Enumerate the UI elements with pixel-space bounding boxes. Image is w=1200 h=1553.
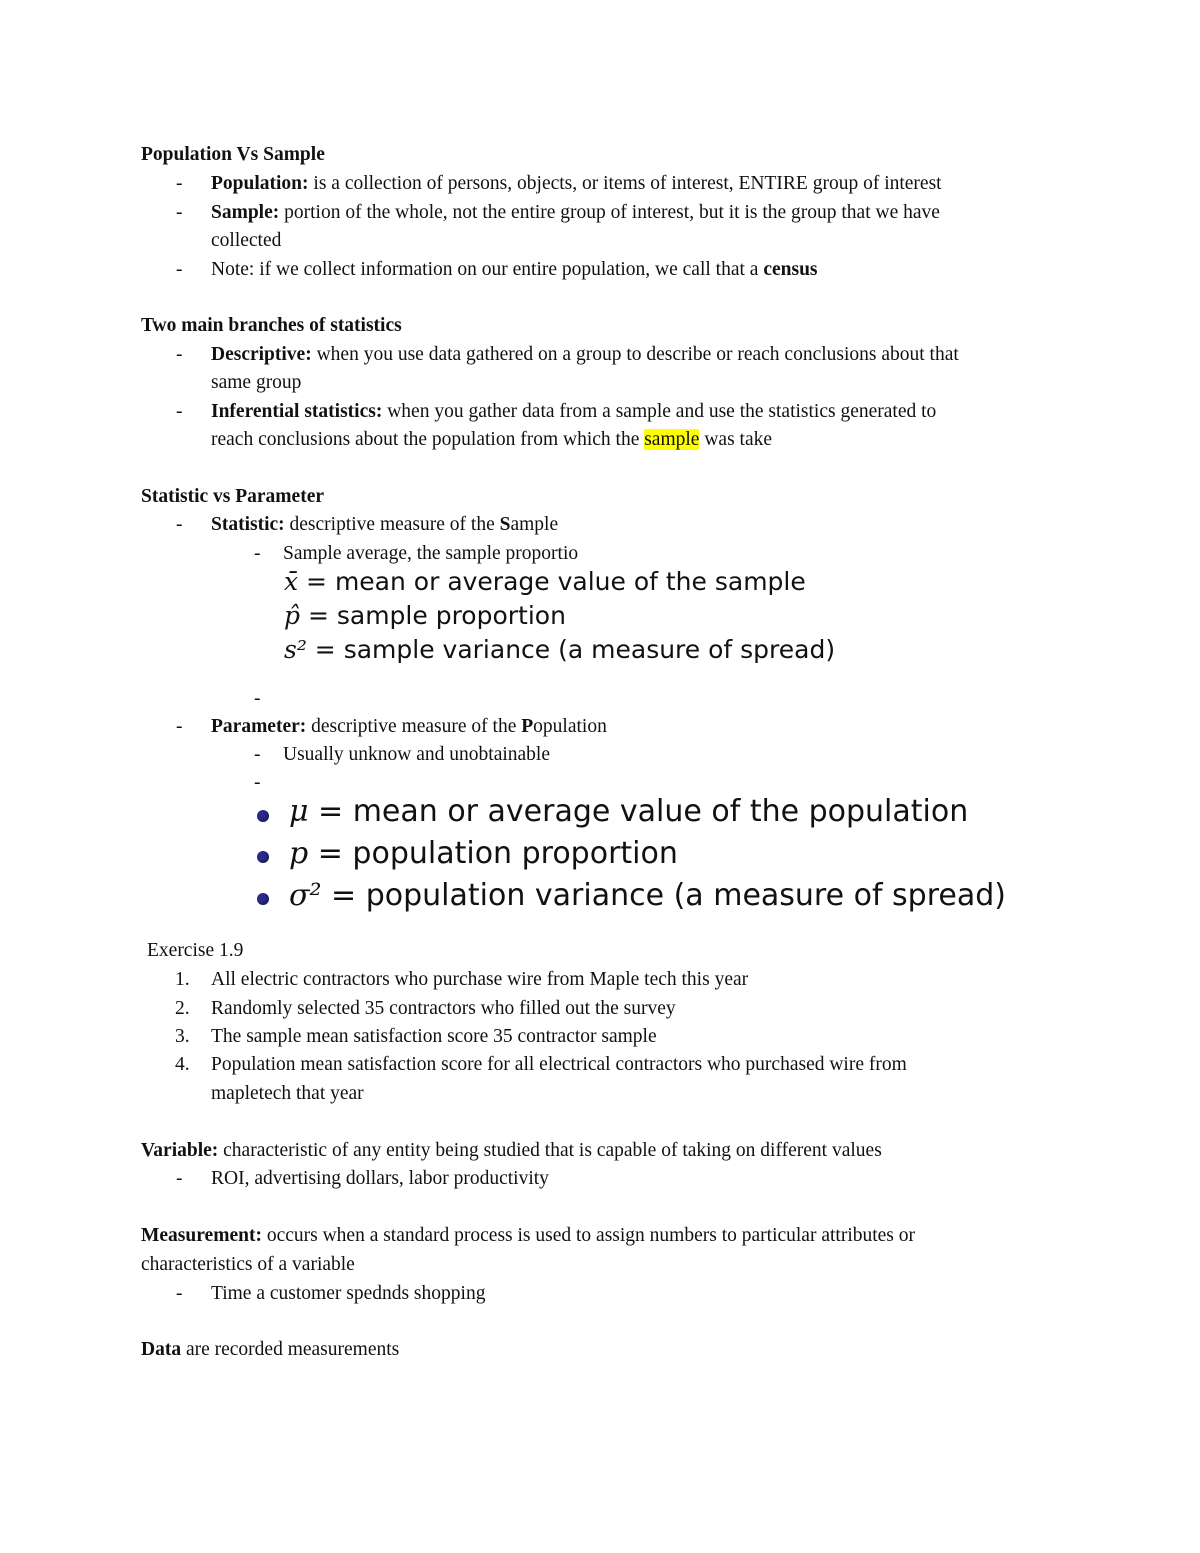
measurement-text-continued: characteristics of a variable bbox=[141, 1254, 355, 1275]
statistic-definition bbox=[211, 515, 558, 535]
bullet-dash: - bbox=[176, 259, 183, 280]
variable-term: Variable: bbox=[141, 1140, 219, 1161]
sample-text-continued: collected bbox=[211, 230, 282, 251]
variable-definition bbox=[141, 1141, 882, 1161]
statistic-letter: S bbox=[499, 514, 511, 535]
sub-bullet-dash: - bbox=[254, 688, 261, 709]
formula-text: = mean or average value of the population bbox=[308, 794, 969, 829]
sample-text: portion of the whole, not the entire group of interest, but it is the group that we have bbox=[279, 202, 940, 223]
statistic-examples: Sample average, the sample proportio bbox=[283, 543, 579, 564]
formula-text: = population variance (a measure of spread) bbox=[321, 878, 1006, 913]
bullet-dash: - bbox=[176, 202, 183, 223]
bullet-dash: - bbox=[176, 173, 183, 194]
exercise-answer: All electric contractors who purchase wire from Maple tech this year bbox=[211, 969, 749, 990]
sub-bullet-dash: - bbox=[254, 543, 261, 564]
descriptive-definition bbox=[211, 345, 959, 365]
bullet-dot-icon bbox=[257, 893, 269, 905]
formula-symbol: σ² bbox=[289, 878, 322, 913]
population-definition bbox=[211, 174, 942, 194]
sample-definition bbox=[211, 203, 940, 223]
exercise-answer: Population mean satisfaction score for all electrical contractors who purchased wire from bbox=[211, 1054, 907, 1075]
exercise-answer-continued: mapletech that year bbox=[211, 1083, 364, 1104]
sample-term: Sample: bbox=[211, 202, 280, 223]
list-number: 4. bbox=[175, 1054, 190, 1075]
list-number: 2. bbox=[175, 998, 190, 1019]
statistic-text: descriptive measure of the bbox=[284, 514, 500, 535]
list-number: 1. bbox=[175, 969, 190, 990]
highlighted-word: sample bbox=[644, 429, 700, 450]
section-heading-branches: Two main branches of statistics bbox=[141, 315, 402, 336]
data-term: Data bbox=[141, 1339, 182, 1360]
population-text: is a collection of persons, objects, or items of interest, ENTIRE group of interest bbox=[308, 173, 942, 194]
section-heading-statistic-vs-parameter: Statistic vs Parameter bbox=[141, 486, 325, 507]
parameter-definition bbox=[211, 717, 607, 737]
exercise-answer: The sample mean satisfaction score 35 contractor sample bbox=[211, 1026, 657, 1047]
inferential-definition bbox=[211, 402, 936, 422]
measurement-term: Measurement: bbox=[141, 1225, 262, 1246]
inferential-term: Inferential statistics: bbox=[211, 401, 383, 422]
sample-proportion-formula bbox=[284, 603, 566, 628]
measurement-definition bbox=[141, 1226, 915, 1246]
formula-symbol: μ bbox=[289, 794, 309, 829]
data-definition bbox=[141, 1340, 399, 1360]
exercise-answer: Randomly selected 35 contractors who filled out the survey bbox=[211, 998, 676, 1019]
parameter-letter: P bbox=[521, 716, 534, 737]
note-text: Note: if we collect information on our entire population, we call that a bbox=[211, 259, 764, 280]
list-number: 3. bbox=[175, 1026, 190, 1047]
variable-text: characteristic of any entity being studied that is capable of taking on different values bbox=[218, 1140, 882, 1161]
formula-symbol: p bbox=[289, 836, 309, 871]
bullet-dash: - bbox=[176, 514, 183, 535]
parameter-note: Usually unknow and unobtainable bbox=[283, 744, 550, 765]
formula-symbol: p̂ bbox=[284, 601, 301, 630]
bullet-dot-icon bbox=[257, 851, 269, 863]
formula-symbol: s² bbox=[284, 635, 307, 664]
bullet-dot-icon bbox=[257, 810, 269, 822]
formula-text: = sample variance (a measure of spread) bbox=[306, 635, 836, 664]
sub-bullet-dash: - bbox=[254, 744, 261, 765]
formula-text: = mean or average value of the sample bbox=[298, 567, 806, 596]
parameter-term: Parameter: bbox=[211, 716, 307, 737]
measurement-text: occurs when a standard process is used to assign numbers to particular attributes or bbox=[261, 1225, 916, 1246]
inferential-text-part: was take bbox=[699, 429, 773, 450]
bullet-dash: - bbox=[176, 344, 183, 365]
population-proportion-formula bbox=[289, 836, 678, 871]
descriptive-term: Descriptive: bbox=[211, 344, 312, 365]
bullet-dash: - bbox=[176, 401, 183, 422]
census-term: census bbox=[763, 259, 818, 280]
population-variance-formula bbox=[289, 878, 1006, 913]
inferential-text: when you gather data from a sample and use the statistics generated to bbox=[382, 401, 937, 422]
statistic-text-end: ample bbox=[510, 514, 559, 535]
bullet-dash: - bbox=[176, 716, 183, 737]
formula-symbol: x̄ bbox=[284, 567, 299, 596]
population-mean-formula bbox=[289, 794, 969, 829]
data-text: are recorded measurements bbox=[181, 1339, 400, 1360]
section-heading-population-vs-sample: Population Vs Sample bbox=[141, 144, 325, 165]
population-term: Population: bbox=[211, 173, 309, 194]
parameter-text-end: opulation bbox=[533, 716, 607, 737]
inferential-text-continued bbox=[211, 430, 772, 450]
variable-examples: ROI, advertising dollars, labor productivity bbox=[211, 1168, 549, 1189]
parameter-text: descriptive measure of the bbox=[306, 716, 522, 737]
inferential-text-part: reach conclusions about the population from which the bbox=[211, 429, 645, 450]
sub-bullet-dash: - bbox=[254, 772, 261, 793]
bullet-dash: - bbox=[176, 1168, 183, 1189]
bullet-dash: - bbox=[176, 1283, 183, 1304]
sample-mean-formula bbox=[284, 569, 806, 594]
descriptive-text-continued: same group bbox=[211, 372, 302, 393]
statistic-term: Statistic: bbox=[211, 514, 285, 535]
measurement-example: Time a customer spednds shopping bbox=[211, 1283, 486, 1304]
census-note bbox=[211, 260, 818, 280]
formula-text: = population proportion bbox=[308, 836, 678, 871]
descriptive-text: when you use data gathered on a group to describe or reach conclusions about that bbox=[311, 344, 959, 365]
sample-variance-formula bbox=[284, 637, 835, 662]
exercise-title: Exercise 1.9 bbox=[147, 940, 244, 961]
formula-text: = sample proportion bbox=[300, 601, 566, 630]
